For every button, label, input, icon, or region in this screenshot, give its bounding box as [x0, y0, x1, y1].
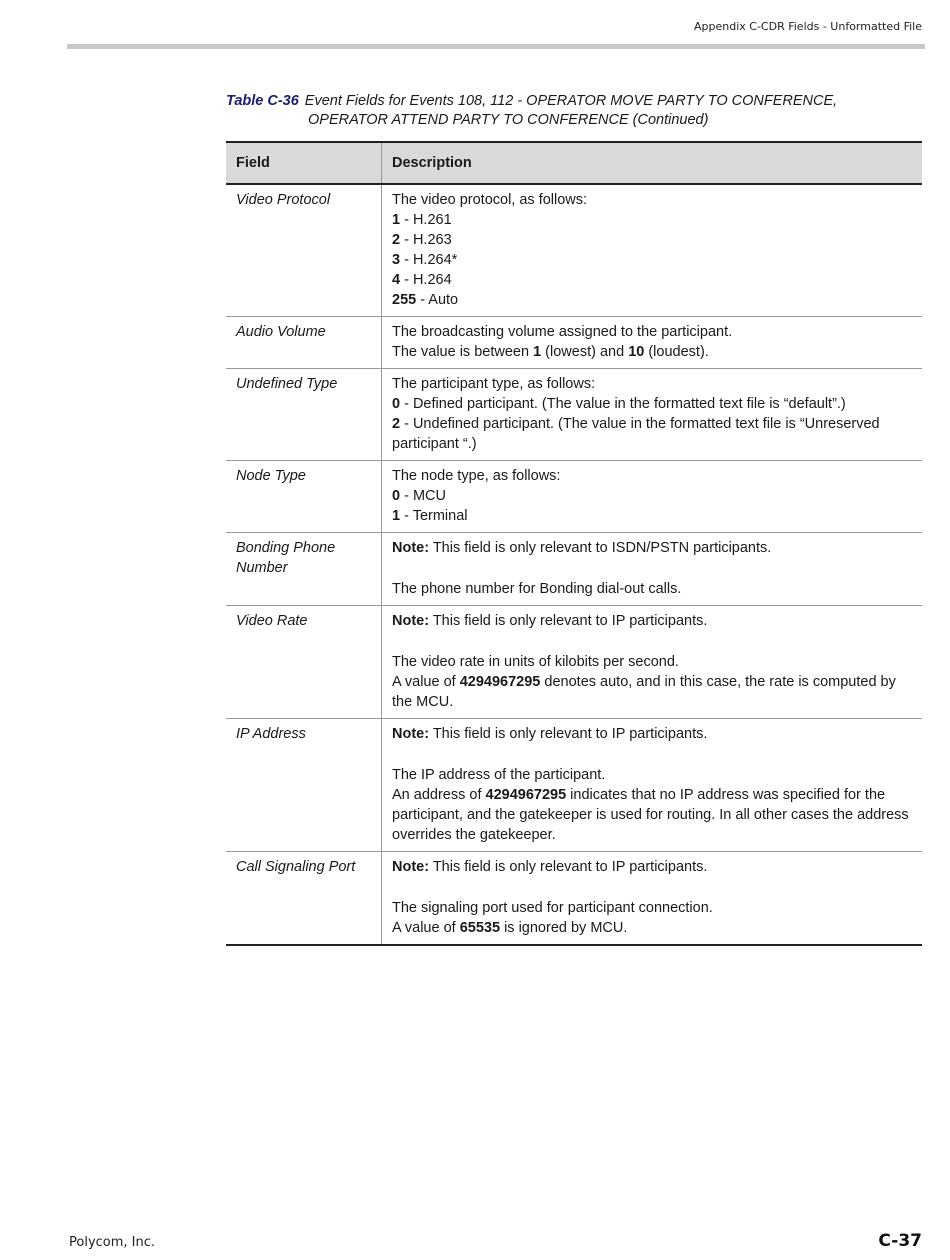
description-line: [392, 506, 912, 526]
bold-value: 2: [392, 232, 401, 248]
bold-value: Note:: [392, 859, 430, 875]
description-line: [392, 414, 912, 454]
description-text: - Terminal: [400, 508, 468, 524]
description-text: - H.264*: [400, 252, 458, 268]
bold-value: 0: [392, 396, 401, 412]
description-text: The node type, as follows:: [392, 468, 561, 484]
description-line: [392, 898, 912, 918]
description-line: [392, 672, 912, 712]
page-number: C-37: [878, 1231, 922, 1251]
table-row: [226, 852, 922, 946]
footer-company: Polycom, Inc.: [69, 1235, 156, 1250]
description-line: [392, 765, 912, 785]
description-text: The video protocol, as follows:: [392, 192, 588, 208]
description-cell: [382, 852, 923, 946]
description-line: [392, 466, 912, 486]
description-text: This field is only relevant to ISDN/PSTN participants.: [429, 540, 772, 556]
caption-line-1: Event Fields for Events 108, 112 - OPERATOR MOVE PARTY TO CONFERENCE,: [304, 93, 838, 109]
field-name-cell: Video Rate: [226, 606, 382, 719]
bold-value: 4: [392, 272, 401, 288]
description-text: - H.264: [400, 272, 452, 288]
header-description: Description: [382, 142, 923, 184]
description-text: - Undefined participant. (The value in the formatted text file is “Unreserved participant “.): [392, 416, 880, 452]
description-line: [392, 785, 912, 845]
bold-value: 1: [533, 344, 542, 360]
bold-value: 3: [392, 252, 401, 268]
description-cell: [382, 369, 923, 461]
description-line: [392, 724, 912, 744]
description-text: - H.263: [400, 232, 452, 248]
description-line: [392, 250, 912, 270]
description-text: indicates that no IP address was specified for the participant, and the gatekeeper is used for routing. In all other cases the address overrides the gatekeeper.: [392, 787, 909, 843]
table-row: [226, 533, 922, 606]
header-field: Field: [226, 142, 382, 184]
description-text: - Auto: [416, 292, 459, 308]
table-row: [226, 606, 922, 719]
header-rule: [67, 44, 925, 49]
description-line: [392, 270, 912, 290]
description-text: denotes auto, and in this case, the rate is computed by the MCU.: [392, 674, 896, 710]
bold-value: 2: [392, 416, 401, 432]
description-line: [392, 611, 912, 631]
description-line: [392, 394, 912, 414]
description-line: [392, 342, 912, 362]
description-line: [392, 290, 912, 310]
field-name-cell: Undefined Type: [226, 369, 382, 461]
bold-value: 1: [392, 508, 401, 524]
field-name-cell: IP Address: [226, 719, 382, 852]
paragraph-gap: [392, 877, 912, 898]
description-text: The phone number for Bonding dial-out calls.: [392, 581, 682, 597]
table-row: [226, 184, 922, 317]
paragraph-gap: [392, 631, 912, 652]
description-line: [392, 230, 912, 250]
caption-label: Table C-36: [226, 93, 299, 109]
paragraph-gap: [392, 744, 912, 765]
description-text: An address of: [392, 787, 486, 803]
description-text: This field is only relevant to IP participants.: [429, 613, 708, 629]
bold-value: Note:: [392, 540, 430, 556]
description-cell: [382, 461, 923, 533]
description-text: The video rate in units of kilobits per second.: [392, 654, 679, 670]
description-text: This field is only relevant to IP participants.: [429, 859, 708, 875]
table-row: [226, 317, 922, 369]
description-text: (lowest) and: [541, 344, 629, 360]
description-text: is ignored by MCU.: [500, 920, 628, 936]
description-text: The broadcasting volume assigned to the participant.: [392, 324, 733, 340]
description-text: The value is between: [392, 344, 534, 360]
description-text: The participant type, as follows:: [392, 376, 596, 392]
field-name-cell: Audio Volume: [226, 317, 382, 369]
description-text: The IP address of the participant.: [392, 767, 606, 783]
table-row: [226, 719, 922, 852]
description-cell: [382, 606, 923, 719]
description-cell: [382, 719, 923, 852]
description-text: A value of: [392, 920, 460, 936]
bold-value: 10: [628, 344, 645, 360]
description-cell: [382, 184, 923, 317]
bold-value: Note:: [392, 726, 430, 742]
bold-value: 4294967295: [485, 787, 567, 803]
table-row: [226, 461, 922, 533]
field-name-cell: Node Type: [226, 461, 382, 533]
description-cell: [382, 533, 923, 606]
table-header-row: [226, 142, 922, 184]
paragraph-gap: [392, 558, 912, 579]
description-text: A value of: [392, 674, 460, 690]
description-line: [392, 538, 912, 558]
description-line: [392, 374, 912, 394]
event-fields-table: [226, 141, 922, 946]
field-name-cell: Video Protocol: [226, 184, 382, 317]
description-text: - MCU: [400, 488, 446, 504]
table-caption: [226, 92, 926, 130]
description-line: [392, 190, 912, 210]
bold-value: 4294967295: [459, 674, 541, 690]
description-line: [392, 918, 912, 938]
description-line: [392, 486, 912, 506]
description-line: [392, 322, 912, 342]
bold-value: 0: [392, 488, 401, 504]
description-text: - Defined participant. (The value in the formatted text file is “default”.): [400, 396, 846, 412]
description-text: The signaling port used for participant connection.: [392, 900, 713, 916]
bold-value: Note:: [392, 613, 430, 629]
description-line: [392, 579, 912, 599]
description-text: This field is only relevant to IP participants.: [429, 726, 708, 742]
description-line: [392, 652, 912, 672]
field-name-cell: Bonding Phone Number: [226, 533, 382, 606]
caption-line-2: OPERATOR ATTEND PARTY TO CONFERENCE (Continued): [308, 112, 709, 128]
description-line: [392, 857, 912, 877]
description-text: (loudest).: [644, 344, 709, 360]
running-header: Appendix C-CDR Fields - Unformatted File: [694, 20, 922, 33]
bold-value: 1: [392, 212, 401, 228]
bold-value: 65535: [459, 920, 501, 936]
description-line: [392, 210, 912, 230]
bold-value: 255: [392, 292, 417, 308]
table-row: [226, 369, 922, 461]
description-text: - H.261: [400, 212, 452, 228]
table-body: [226, 184, 922, 945]
field-name-cell: Call Signaling Port: [226, 852, 382, 946]
description-cell: [382, 317, 923, 369]
